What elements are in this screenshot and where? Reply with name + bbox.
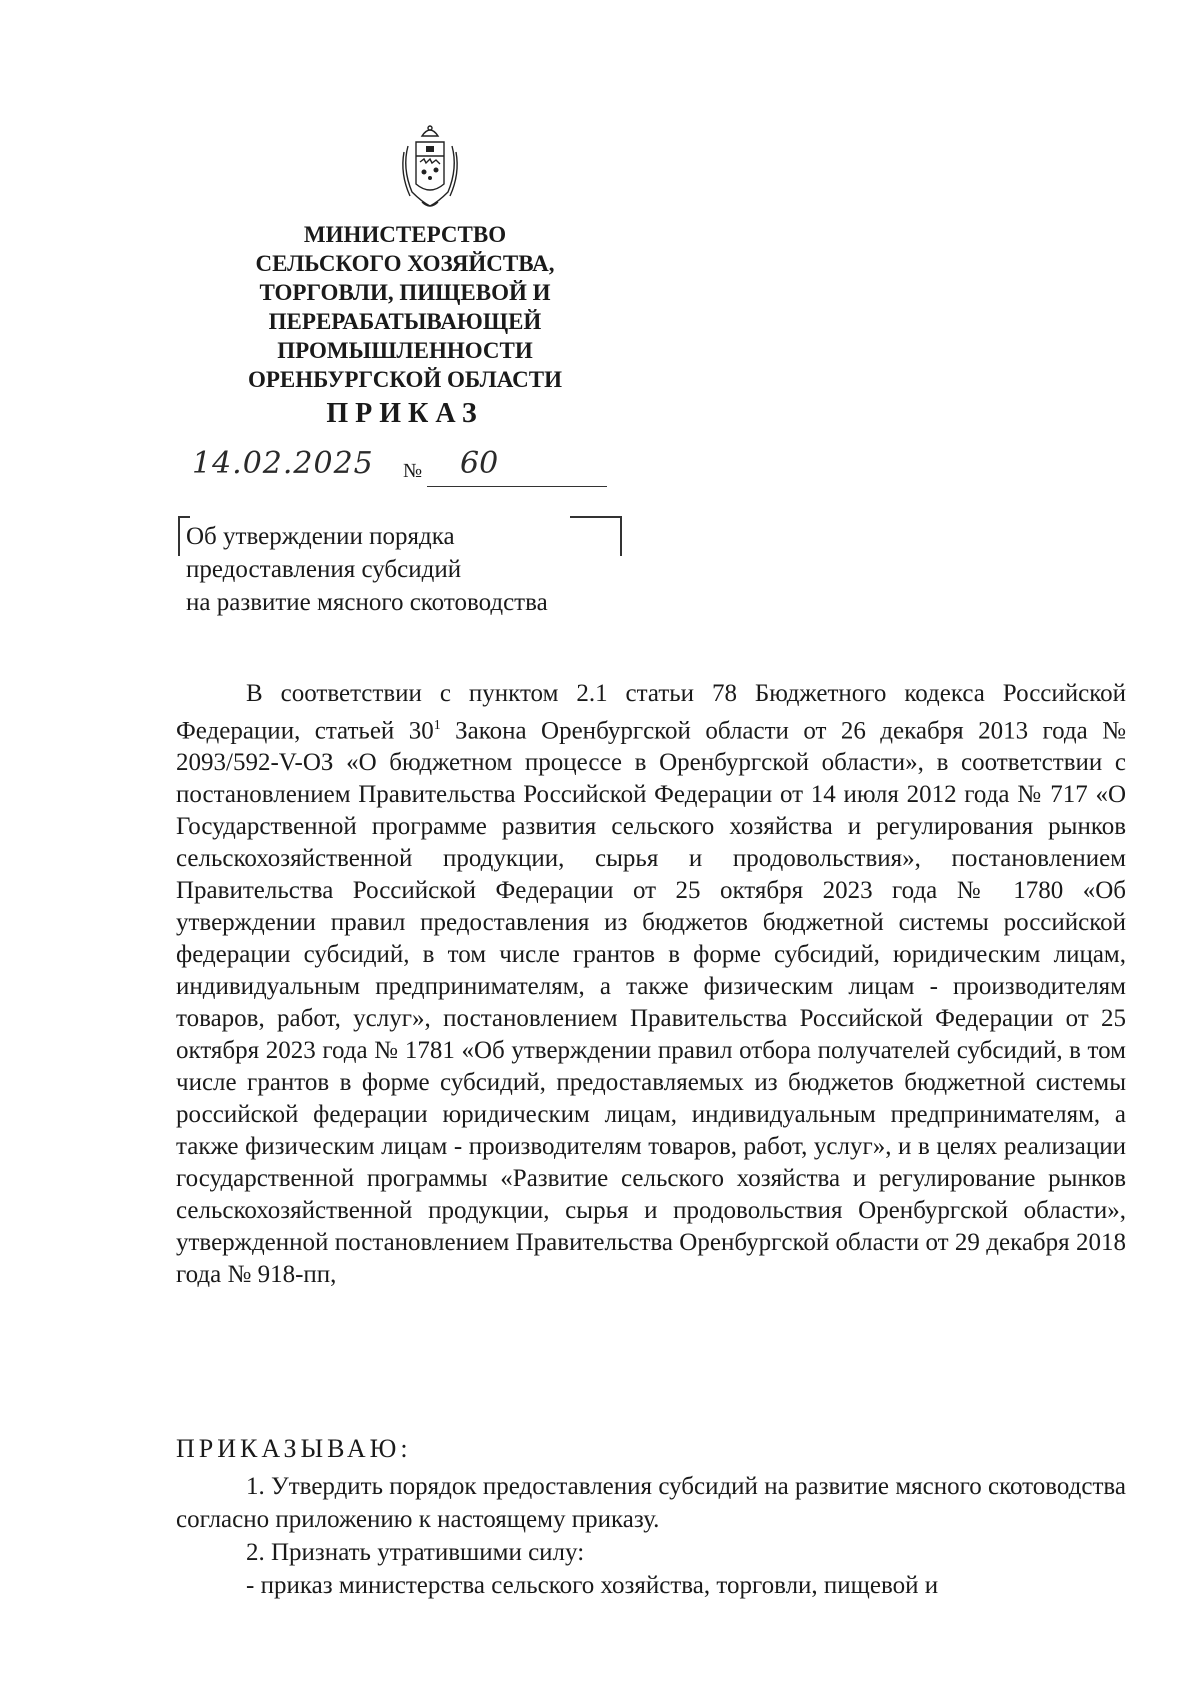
subject-line: предоставления субсидий xyxy=(186,556,462,583)
order-item: 1. Утвердить порядок предоставления субсидий на развитие мясного скотоводства согласно приложению к настоящему приказу. xyxy=(176,1473,1126,1533)
order-keyword: ПРИКАЗЫВАЮ: xyxy=(176,1434,412,1463)
document-subject xyxy=(186,520,548,619)
ministry-name-line: СЕЛЬСКОГО ХОЗЯЙСТВА, xyxy=(255,251,555,276)
document-type-title: ПРИКАЗ xyxy=(326,398,484,429)
handwritten-date: 14.02.2025 xyxy=(192,446,374,481)
order-item: 2. Признать утратившими силу: xyxy=(246,1539,585,1566)
order-items xyxy=(176,1470,1126,1602)
ministry-name-line: МИНИСТЕРСТВО xyxy=(303,222,507,247)
ministry-name-line: ТОРГОВЛИ, ПИЩЕВОЙ И xyxy=(259,280,551,305)
subject-line: Об утверждении порядка xyxy=(186,523,455,550)
preamble-text: В соответствии с пунктом 2.1 статьи 78 Бюджетного кодекса Российской Федерации, статьей 30 xyxy=(176,680,1126,745)
number-underline xyxy=(427,486,607,487)
ministry-name-line: ОРЕНБУРГСКОЙ ОБЛАСТИ xyxy=(247,367,563,392)
number-sign: № xyxy=(403,460,423,482)
ministry-name xyxy=(230,220,580,394)
ministry-name-line: ПРОМЫШЛЕННОСТИ xyxy=(277,338,533,363)
registration-line xyxy=(192,446,612,486)
handwritten-number: 60 xyxy=(460,446,499,481)
preamble-superscript: 1 xyxy=(433,718,441,733)
order-item: - приказ министерства сельского хозяйства, торговли, пищевой и xyxy=(246,1572,939,1599)
bracket-right xyxy=(570,516,622,556)
preamble-text: Закона Оренбургской области от 26 декабря 2013 года № 2093/592-V-ОЗ «О бюджетном процессе в Оренбургской области», в соответствии с постановлением Правительства Российской Федерации от 14 июля 2012 года № 717 «О Государственной программе развития сельского хозяйства и регулирования рынков сельскохозяйственной продукции, сырья и продовольствия», постановлением Правительства Российской Федерации от 25 октября 2023 года № 1780 «Об утверждении правил предоставления из бюджетов бюджетной системы российской федерации субсидий, в том числе грантов в форме субсидий, юридическим лицам, индивидуальным предпринимателям, а также физическим лицам - производителям товаров, работ, услуг», постановлением Правительства Российской Федерации от 25 октября 2023 года № 1781 «Об утверждении правил отбора получателей субсидий, в том числе грантов в форме субсидий, предоставляемых из бюджетов бюджетной системы российской федерации юридическим лицам, индивидуальным предпринимателям, а также физическим лицам - производителям товаров, работ, услуг», и в целях реализации государственной программы «Развитие сельского хозяйства и регулирование рынков сельскохозяйственной продукции, сырья и продовольствия Оренбургской области», утвержденной постановлением Правительства Оренбургской области от 29 декабря 2018 года № 918-пп, xyxy=(176,717,1126,1289)
ministry-name-line: ПЕРЕРАБАТЫВАЮЩЕЙ xyxy=(268,309,542,334)
preamble-paragraph xyxy=(176,678,1126,1291)
coat-of-arms-icon xyxy=(398,122,462,212)
subject-line: на развитие мясного скотоводства xyxy=(186,589,548,616)
